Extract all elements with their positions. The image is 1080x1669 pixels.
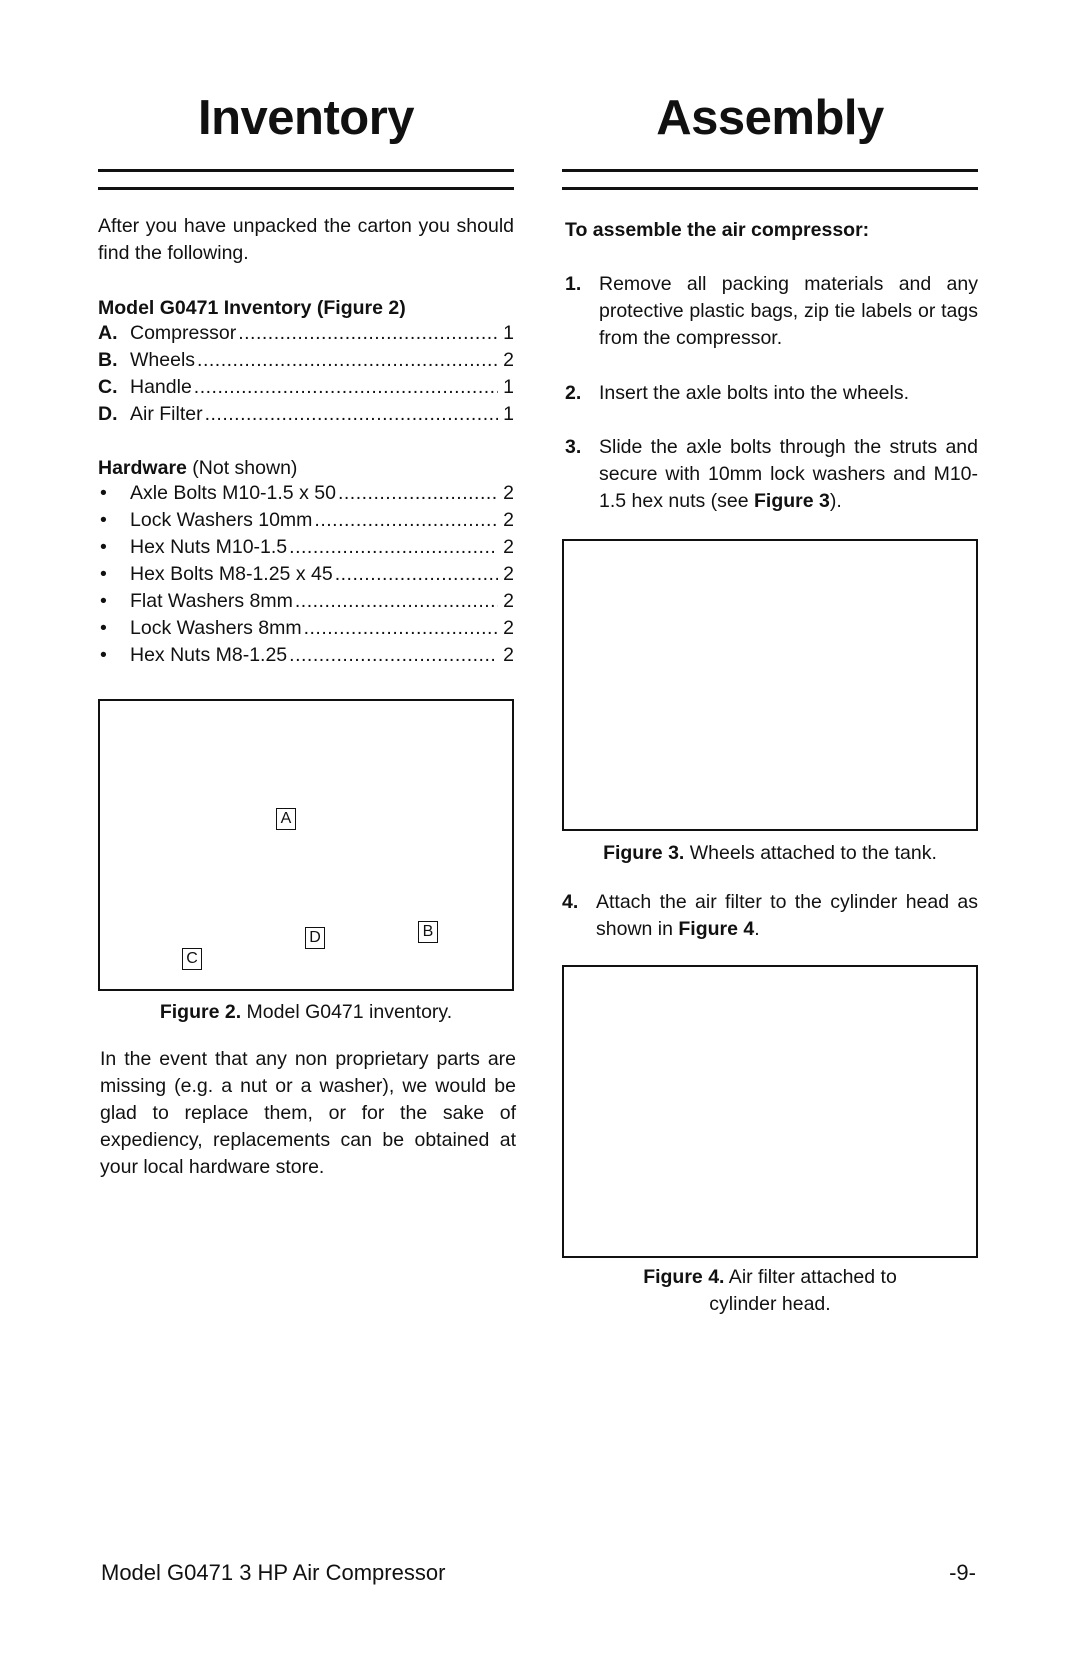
bullet: •	[100, 509, 107, 531]
hardware-heading-note: (Not shown)	[186, 457, 298, 479]
bullet: •	[100, 617, 107, 639]
figure-4-caption	[562, 1264, 978, 1318]
hardware-qty: 2	[503, 536, 514, 558]
assembly-rule-bottom	[562, 187, 978, 190]
inventory-item	[98, 403, 514, 430]
hardware-item	[98, 590, 514, 617]
callout-d: D	[305, 927, 325, 949]
leader-dots	[338, 482, 498, 505]
leader-dots	[304, 617, 498, 640]
leader-dots	[205, 403, 498, 426]
hardware-qty: 2	[503, 644, 514, 666]
step-text-part: .	[754, 918, 760, 940]
item-qty: 1	[503, 322, 514, 344]
hardware-item	[98, 509, 514, 536]
inventory-list	[98, 322, 514, 430]
leader-dots	[314, 509, 498, 532]
hardware-qty: 2	[503, 509, 514, 531]
hardware-heading	[98, 455, 514, 482]
callout-c: C	[182, 948, 202, 970]
inventory-model-heading: Model G0471 Inventory (Figure 2)	[98, 297, 406, 319]
hardware-qty: 2	[503, 617, 514, 639]
figure-4-caption-line2: cylinder head.	[709, 1293, 831, 1315]
item-key: B.	[98, 349, 118, 371]
hardware-list	[98, 482, 514, 671]
assembly-heading: To assemble the air compressor:	[565, 219, 870, 241]
hardware-name: Flat Washers 8mm	[130, 590, 293, 612]
hardware-item	[98, 644, 514, 671]
bullet: •	[100, 482, 107, 504]
figure-2-caption-label: Figure 2.	[159, 1001, 242, 1023]
hardware-item	[98, 617, 514, 644]
step-text: Remove all packing materials and any protective plastic bags, zip tie labels or tags from the compressor.	[599, 273, 978, 349]
step-text	[596, 889, 978, 943]
inventory-rule-bottom	[98, 187, 514, 190]
hardware-item	[98, 482, 514, 509]
leader-dots	[289, 536, 498, 559]
figure-reference: Figure 3	[754, 490, 830, 512]
hardware-item	[98, 563, 514, 590]
assembly-step	[562, 889, 978, 943]
inventory-item	[98, 376, 514, 403]
bullet: •	[100, 563, 107, 585]
assembly-step	[565, 380, 978, 407]
item-qty: 1	[503, 403, 514, 425]
item-key: C.	[98, 376, 118, 398]
item-name: Compressor	[130, 322, 237, 344]
hardware-qty: 2	[503, 563, 514, 585]
hardware-name: Hex Nuts M10-1.5	[130, 536, 288, 558]
hardware-heading-bold: Hardware	[98, 457, 187, 479]
bullet: •	[100, 536, 107, 558]
step-number: 1.	[565, 273, 582, 295]
figure-3-image	[562, 539, 978, 831]
callout-b: B	[418, 921, 438, 943]
hardware-name: Lock Washers 10mm	[130, 509, 313, 531]
assembly-step	[565, 434, 978, 515]
inventory-rule-top	[98, 169, 514, 172]
leader-dots	[295, 590, 498, 613]
footer-model-title: Model G0471 3 HP Air Compressor	[101, 1560, 446, 1585]
figure-reference: Figure 4	[678, 918, 755, 940]
leader-dots	[335, 563, 498, 586]
hardware-qty: 2	[503, 590, 514, 612]
step-number: 2.	[565, 382, 582, 404]
item-name: Air Filter	[130, 403, 203, 425]
inventory-item	[98, 349, 514, 376]
bullet: •	[100, 590, 107, 612]
leader-dots	[238, 322, 498, 345]
assembly-rule-top	[562, 169, 978, 172]
item-key: A.	[98, 322, 118, 344]
step-number: 3.	[565, 436, 582, 458]
item-qty: 2	[503, 349, 514, 371]
bullet: •	[100, 644, 107, 666]
figure-4-image	[562, 965, 978, 1258]
step-text: Insert the axle bolts into the wheels.	[599, 382, 910, 404]
hardware-item	[98, 536, 514, 563]
item-name: Wheels	[130, 349, 196, 371]
step-text-part: ).	[829, 490, 842, 512]
figure-4-caption-label: Figure 4.	[643, 1266, 725, 1288]
figure-2-caption-text: Model G0471 inventory.	[241, 1001, 453, 1023]
figure-4-caption-text: Air filter attached to	[724, 1266, 897, 1288]
hardware-name: Axle Bolts M10-1.5 x 50	[130, 482, 336, 504]
page-number: -9-	[949, 1560, 976, 1585]
leader-dots	[194, 376, 498, 399]
figure-3-caption-text: Wheels attached to the tank.	[684, 842, 937, 864]
item-name: Handle	[130, 376, 192, 398]
figure-2-caption	[98, 999, 514, 1026]
hardware-name: Hex Nuts M8-1.25	[130, 644, 288, 666]
step-number: 4.	[562, 891, 579, 913]
inventory-intro: After you have unpacked the carton you should find the following.	[98, 215, 514, 264]
figure-3-caption	[562, 840, 978, 867]
step-text-part: Slide the axle bolts through the struts and secure with 10mm lock washers and M10-1.5 hex nuts (see	[599, 436, 978, 512]
item-key: D.	[98, 403, 118, 425]
item-qty: 1	[503, 376, 514, 398]
step-text	[599, 434, 978, 515]
assembly-title: Assembly	[656, 91, 884, 145]
hardware-qty: 2	[503, 482, 514, 504]
figure-3-caption-label: Figure 3.	[603, 842, 685, 864]
assembly-step	[565, 271, 978, 352]
figure-2-image	[98, 699, 514, 991]
inventory-title: Inventory	[197, 91, 415, 145]
leader-dots	[289, 644, 498, 667]
callout-a: A	[276, 808, 296, 830]
inventory-item	[98, 322, 514, 349]
hardware-name: Lock Washers 8mm	[130, 617, 302, 639]
leader-dots	[197, 349, 498, 372]
hardware-name: Hex Bolts M8-1.25 x 45	[130, 563, 333, 585]
step-text-part: Attach the air filter to the cylinder head as shown in	[596, 891, 978, 940]
inventory-closing-note: In the event that any non proprietary parts are missing (e.g. a nut or a washer), we would be glad to replace them, or for the sake of expediency, replacements can be obtained at your local hardware store.	[100, 1048, 516, 1178]
